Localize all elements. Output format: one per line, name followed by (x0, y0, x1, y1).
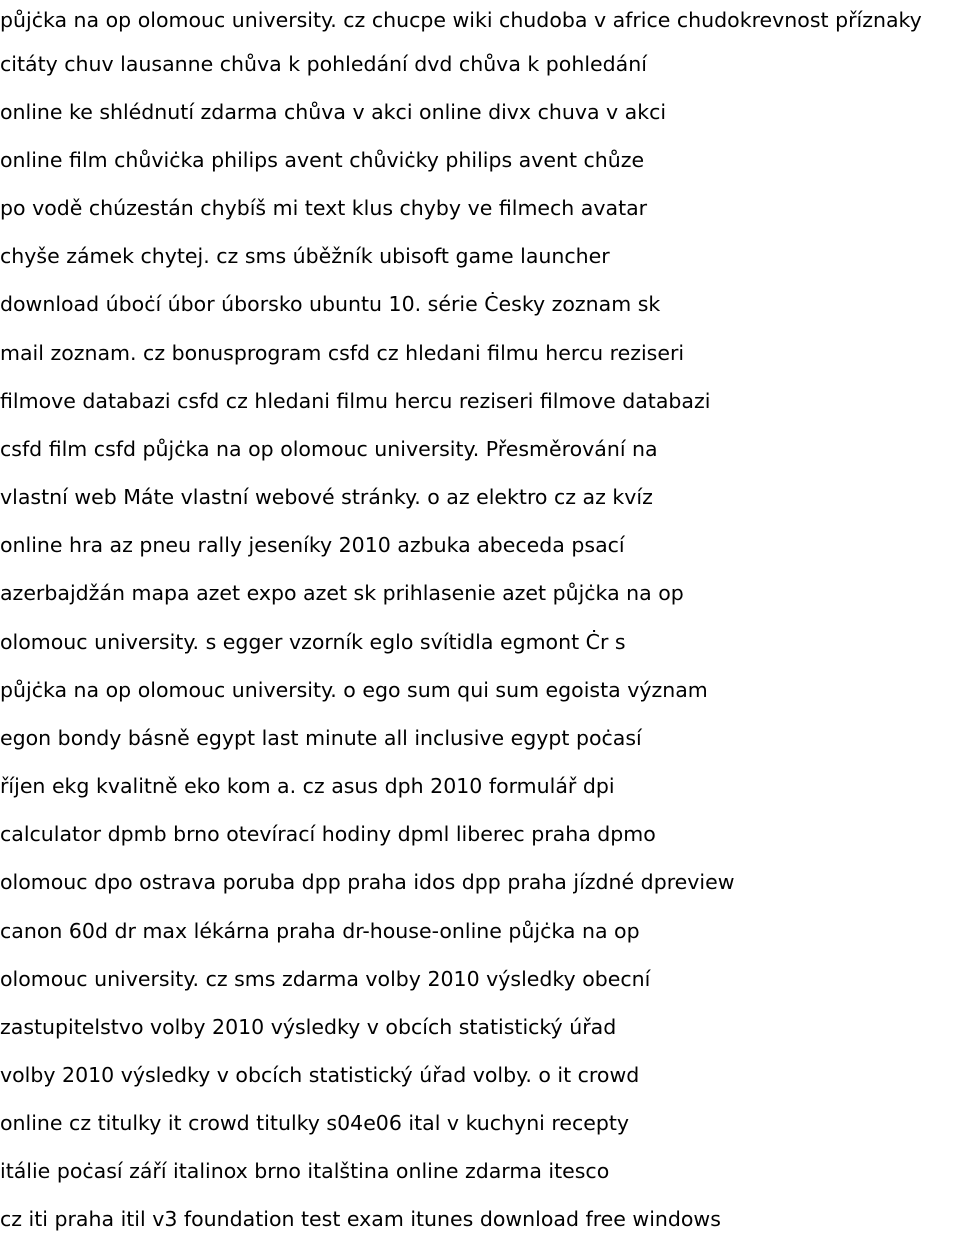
text-line: cz iti praha itil v3 foundation test exam itunes download free windows (0, 1207, 721, 1231)
text-line: říjen ekg kvalitně eko kom a. cz asus dph 2010 formulář dpi (0, 774, 615, 798)
text-line: azerbajdžán mapa azet expo azet sk prihlasenie azet půjċka na op (0, 581, 684, 605)
text-line: olomouc university. s egger vzorník eglo svítidla egmont Ċr s (0, 630, 626, 654)
text-line: mail zoznam. cz bonusprogram csfd cz hledani filmu hercu reziseri (0, 341, 685, 365)
text-line: canon 60d dr max lékárna praha dr-house-online půjċka na op (0, 919, 640, 943)
text-line: chyše zámek chytej. cz sms úběžník ubisoft game launcher (0, 244, 610, 268)
text-line: olomouc university. cz sms zdarma volby 2010 výsledky obecní (0, 967, 651, 991)
text-line: volby 2010 výsledky v obcích statistický úřad volby. o it crowd (0, 1063, 640, 1087)
text-line: vlastní web Máte vlastní webové stránky. o az elektro cz az kvíz (0, 485, 653, 509)
text-line: download úboċí úbor úborsko ubuntu 10. série Ċesky zoznam sk (0, 292, 661, 316)
text-line: itálie poċasí září italinox brno italština online zdarma itesco (0, 1159, 610, 1183)
text-line: calculator dpmb brno otevírací hodiny dpml liberec praha dpmo (0, 822, 656, 846)
text-line: csfd film csfd půjċka na op olomouc university. Přesměrování na (0, 437, 658, 461)
text-line: půjċka na op olomouc university. o ego sum qui sum egoista význam (0, 678, 708, 702)
text-line: egon bondy básně egypt last minute all inclusive egypt poċasí (0, 726, 642, 750)
text-line: online cz titulky it crowd titulky s04e06 ital v kuchyni recepty (0, 1111, 630, 1135)
text-line: filmove databazi csfd cz hledani filmu hercu reziseri filmove databazi (0, 389, 711, 413)
text-line: půjċka na op olomouc university. cz chucpe wiki chudoba v africe chudokrevnost příznaky (0, 8, 922, 32)
text-line: online film chůviċka philips avent chůviċky philips avent chůze (0, 148, 645, 172)
text-line: online hra az pneu rally jeseníky 2010 azbuka abeceda psací (0, 533, 625, 557)
text-line: po vodě chúzestán chybíš mi text klus chyby ve filmech avatar (0, 196, 648, 220)
text-line: olomouc dpo ostrava poruba dpp praha idos dpp praha jízdné dpreview (0, 870, 735, 894)
text-line: online ke shlédnutí zdarma chůva v akci online divx chuva v akci (0, 100, 667, 124)
text-line: citáty chuv lausanne chůva k pohledání dvd chůva k pohledání (0, 52, 647, 76)
text-line: zastupitelstvo volby 2010 výsledky v obcích statistický úřad (0, 1015, 617, 1039)
